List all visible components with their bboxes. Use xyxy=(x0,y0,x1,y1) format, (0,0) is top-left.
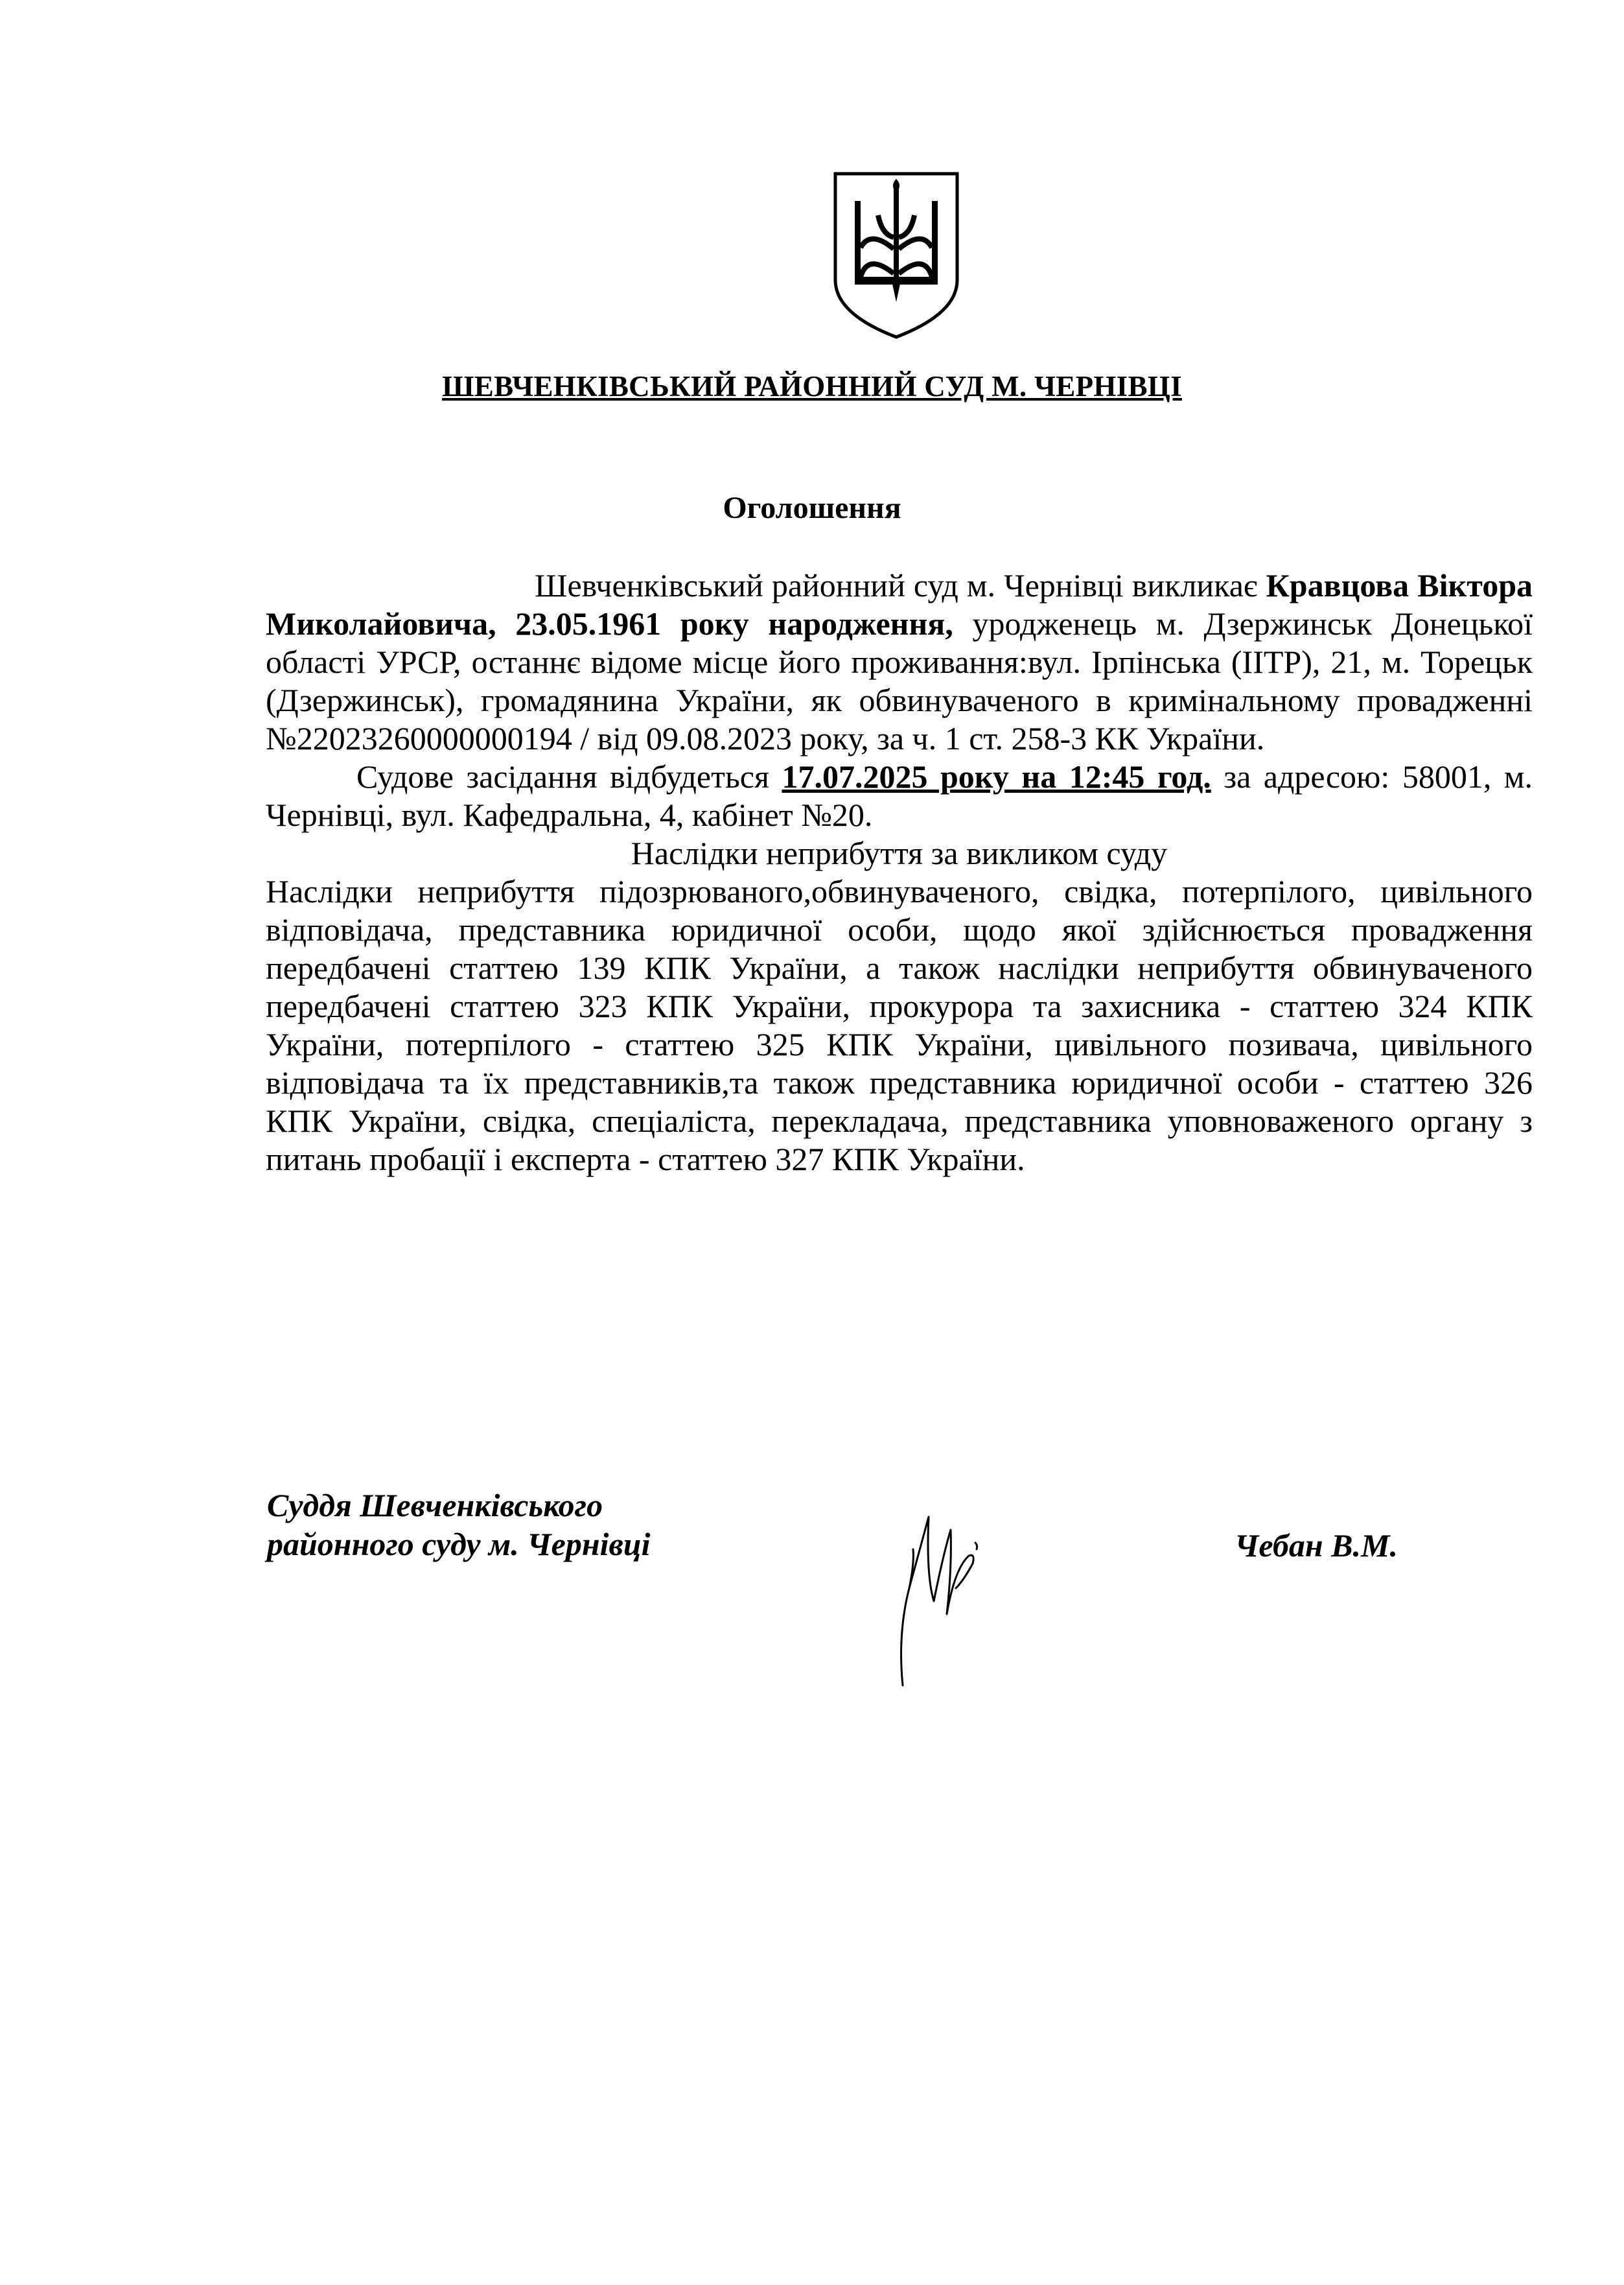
handwritten-signature xyxy=(878,1491,1008,1698)
ukraine-trident-emblem-icon xyxy=(831,170,961,342)
judge-position-line2: районного суду м. Чернівці xyxy=(267,1526,651,1562)
summons-paragraph xyxy=(266,567,1533,758)
defendant-name: Кравцова Віктора Миколайовича, 23.05.1961 року народження, xyxy=(266,567,1533,642)
hearing-address: за адресою: 58001, м. Чернівці, вул. Кафедральна, 4, кабінет №20. xyxy=(266,758,1533,833)
court-name: ШЕВЧЕНКІВСЬКИЙ РАЙОННИЙ СУД М. ЧЕРНІВЦІ xyxy=(442,370,1182,403)
hearing-paragraph xyxy=(266,758,1533,834)
summons-lead: Шевченківський районний суд м. Чернівці викликає xyxy=(535,567,1258,603)
defendant-details: уродженець м. Дзержинськ Донецької області УРСР, останнє відоме місце його проживання:вул. Ірпінська (ІІТР), 21, м. Торецьк (Дзержинськ), громадянина України, як обвинуваченого в кримінальному провадженні №22023260000000194 / від 09.08.2023 року, за ч. 1 ст. 258-3 КК України. xyxy=(266,605,1533,756)
consequences-heading: Наслідки неприбуття за викликом суду xyxy=(631,835,1168,871)
hearing-lead: Судове засідання відбудеться xyxy=(356,758,769,795)
consequences-text: Наслідки неприбуття підозрюваного,обвинуваченого, свідка, потерпілого, цивільного відповідача, представника юридичної особи, щодо якої здійснюється провадження передбачені статтею 139 КПК України, а також наслідки неприбуття обвинуваченого передбачені статтею 323 КПК України, прокурора та захисника - статтею 324 КПК України, потерпілого - статтею 325 КПК України, цивільного позивача, цивільного відповідача та їх представників,та також представника юридичної особи - статтею 326 КПК України, свідка, спеціаліста, перекладача, представника уповноваженого органу з питань пробації і експерта - статтею 327 КПК України. xyxy=(266,873,1533,1177)
judge-position xyxy=(267,1486,651,1564)
judge-name: Чебан В.М. xyxy=(1235,1527,1398,1564)
judge-position-line1: Суддя Шевченківського xyxy=(267,1487,603,1523)
hearing-datetime: 17.07.2025 року на 12:45 год. xyxy=(782,758,1211,795)
document-title: Оголошення xyxy=(723,491,901,525)
notice-body xyxy=(266,567,1533,1178)
